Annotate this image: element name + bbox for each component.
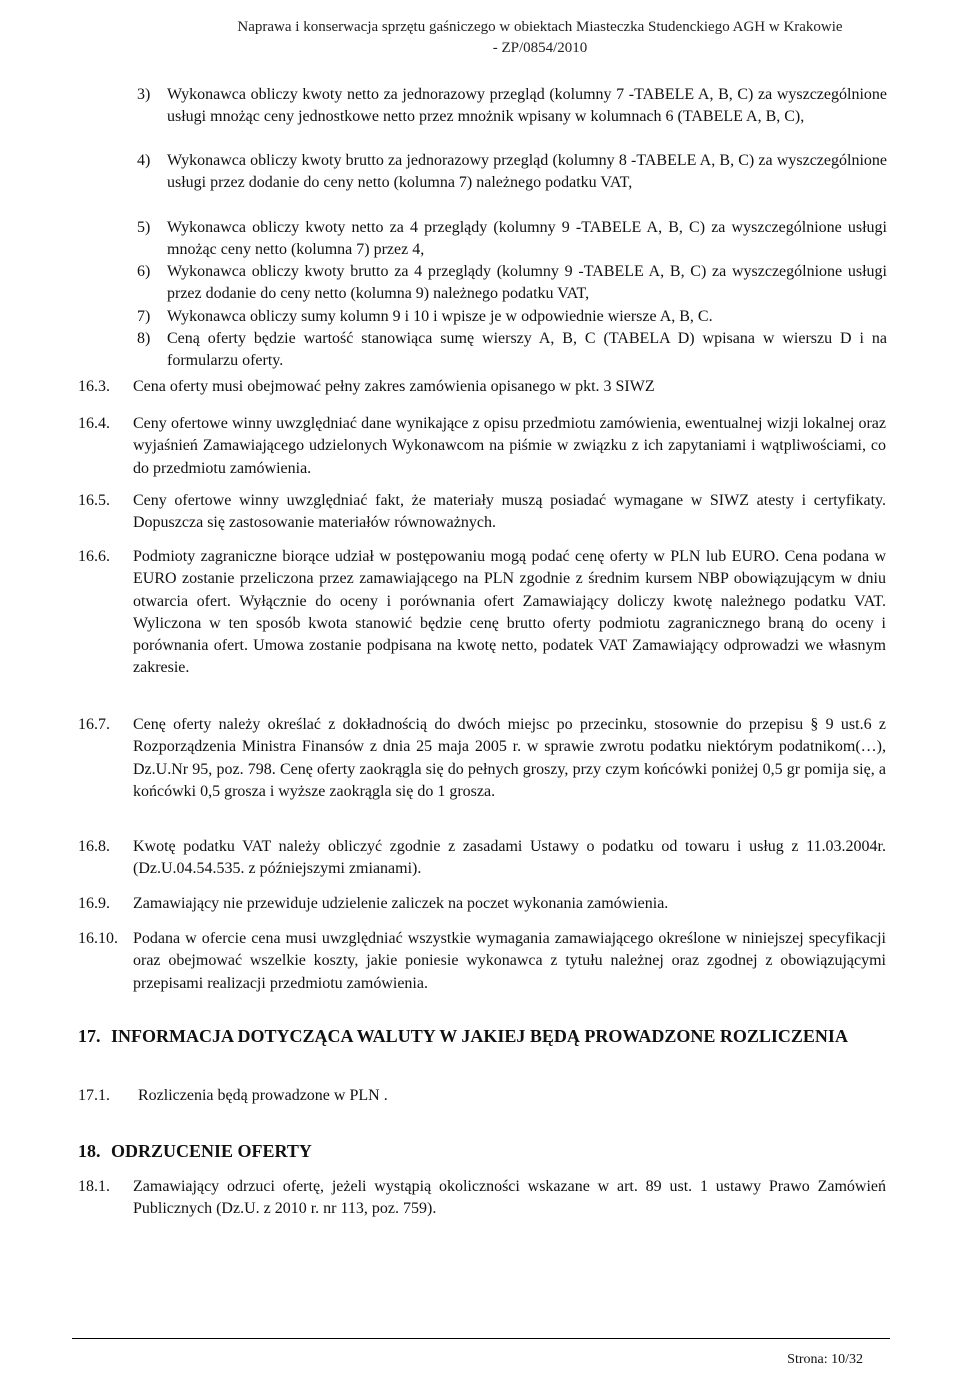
list-item: [137, 261, 887, 305]
section-title: INFORMACJA DOTYCZĄCA WALUTY W JAKIEJ BĘDĄ PROWADZONE ROZLICZENIA: [111, 1026, 848, 1046]
paragraph-number: 16.10.: [78, 930, 118, 947]
paragraph-number: 16.4.: [78, 415, 110, 432]
paragraph-number: 16.6.: [78, 548, 110, 565]
page-number: Strona: 10/32: [787, 1352, 863, 1367]
list-item-text: Wykonawca obliczy kwoty brutto za jednorazowy przegląd (kolumny 8 -TABELE A, B, C) za wyszczególnione usługi przez dodanie do ceny netto (kolumna 7) należnego podatku VAT,: [167, 152, 887, 192]
paragraph-17-1: [78, 1085, 886, 1107]
paragraph-text: Podmioty zagraniczne biorące udział w postępowaniu mogą podać cenę oferty w PLN lub EURO. Cena podana w EURO zostanie przeliczona przez zamawiającego na PLN zgodnie z średnim kursem NBP obowiązującym w dniu otwarcia ofert. Wyłącznie do oceny i porównania ofert Zamawiający doliczy kwotę należnego podatku VAT. Wyliczona w ten sposób kwota stanowić będzie cenę brutto oferty podmiotu zagranicznego braną do oceny i porównania ofert. Umowa zostanie podpisana na kwotę netto, podatek VAT Zamawiający odprowadzi we własnym zakresie.: [133, 548, 886, 677]
section-18-heading: [78, 1140, 886, 1163]
paragraph-18-1: [78, 1176, 886, 1221]
paragraph-16-5: [78, 490, 886, 535]
list-item-number: 6): [137, 263, 151, 280]
list-item-text: Wykonawca obliczy sumy kolumn 9 i 10 i wpisze je w odpowiednie wiersze A, B, C.: [167, 308, 713, 325]
paragraph-number: 16.3.: [78, 378, 110, 395]
list-item-number: 7): [137, 308, 151, 325]
section-title: ODRZUCENIE OFERTY: [111, 1141, 312, 1161]
footer-divider: [72, 1338, 890, 1339]
list-item-number: 3): [137, 86, 151, 103]
paragraph-number: 17.1.: [78, 1087, 110, 1104]
paragraph-text: Cenę oferty należy określać z dokładnością do dwóch miejsc po przecinku, stosownie do przepisu § 9 ust.6 z Rozporządzenia Ministra Finansów z dnia 25 maja 2005 r. w sprawie zwrotu podatku niektórym podatnikom(…), Dz.U.Nr 95, poz. 798. Cenę oferty zaokrągla się do pełnych groszy, przy czym końcówki poniżej 0,5 gr pomija się, a końcówki 0,5 grosza i wyższe zaokrągla się do 1 grosza.: [133, 716, 886, 800]
header-title: Naprawa i konserwacja sprzętu gaśniczego w obiektach Miasteczka Studenckiego AGH w Krakowie: [237, 19, 843, 35]
paragraph-16-6: [78, 546, 886, 680]
paragraph-text: Zamawiający odrzuci ofertę, jeżeli wystąpią okoliczności wskazane w art. 89 ust. 1 ustawy Prawo Zamówień Publicznych (Dz.U. z 2010 r. nr 113, poz. 759).: [133, 1178, 886, 1218]
paragraph-text: Ceny ofertowe winny uwzględniać fakt, że materiały muszą posiadać wymagane w SIWZ atesty i certyfikaty. Dopuszcza się zastosowanie materiałów równoważnych.: [133, 492, 886, 532]
list-item: [137, 306, 887, 328]
paragraph-text: Cena oferty musi obejmować pełny zakres zamówienia opisanego w pkt. 3 SIWZ: [133, 378, 655, 395]
paragraph-text: Podana w ofercie cena musi uwzględniać wszystkie wymagania zamawiającego określone w niniejszej specyfikacji oraz obejmować wszelkie koszty, jakie poniesie wykonawca z tytułu należnej oraz zgodnej z obowiązującymi przepisami realizacji przedmiotu zamówienia.: [133, 930, 886, 992]
paragraph-text: Rozliczenia będą prowadzone w PLN .: [138, 1087, 388, 1104]
list-item-text: Ceną oferty będzie wartość stanowiąca sumę wierszy A, B, C (TABELA D) wpisana w wierszu D i na formularzu oferty.: [167, 330, 887, 370]
paragraph-16-10: [78, 928, 886, 995]
paragraph-number: 16.7.: [78, 716, 110, 733]
section-17-heading: [78, 1025, 886, 1048]
section-number: 17.: [78, 1026, 101, 1046]
paragraph-16-3: [78, 376, 886, 398]
list-item-number: 8): [137, 330, 151, 347]
list-item-number: 4): [137, 152, 151, 169]
list-item: [137, 328, 887, 372]
section-number: 18.: [78, 1141, 101, 1161]
paragraph-text: Kwotę podatku VAT należy obliczyć zgodnie z zasadami Ustawy o podatku od towaru i usług z 11.03.2004r. (Dz.U.04.54.535. z późniejszymi zmianami).: [133, 838, 886, 878]
paragraph-16-8: [78, 836, 886, 881]
paragraph-number: 16.9.: [78, 895, 110, 912]
header-reference: - ZP/0854/2010: [492, 40, 588, 56]
paragraph-text: Ceny ofertowe winny uwzględniać dane wynikające z opisu przedmiotu zamówienia, ewentualnej wizji lokalnej oraz wyjaśnień Zamawiającego udzielonych Wykonawcom na piśmie w związku z ich zapytaniami i wątpliwościami, co do przedmiotu zamówienia.: [133, 415, 886, 477]
list-item: [137, 84, 887, 128]
paragraph-16-9: [78, 893, 886, 915]
paragraph-16-7: [78, 714, 886, 803]
paragraph-number: 16.8.: [78, 838, 110, 855]
list-item-text: Wykonawca obliczy kwoty brutto za 4 przeglądy (kolumny 9 -TABELE A, B, C) za wyszczególnione usługi przez dodanie do ceny netto (kolumna 9) należnego podatku VAT,: [167, 263, 887, 303]
list-item-text: Wykonawca obliczy kwoty netto za 4 przeglądy (kolumny 9 -TABELE A, B, C) za wyszczególnione usługi mnożąc ceny netto (kolumna 7) przez 4,: [167, 219, 887, 259]
list-item-number: 5): [137, 219, 151, 236]
list-item-text: Wykonawca obliczy kwoty netto za jednorazowy przegląd (kolumny 7 -TABELE A, B, C) za wyszczególnione usługi mnożąc ceny jednostkowe netto przez mnożnik wpisany w kolumnach 6 (TABELE A, B, C),: [167, 86, 887, 126]
paragraph-number: 16.5.: [78, 492, 110, 509]
paragraph-16-4: [78, 413, 886, 480]
list-item: [137, 150, 887, 194]
paragraph-number: 18.1.: [78, 1178, 110, 1195]
paragraph-text: Zamawiający nie przewiduje udzielenie zaliczek na poczet wykonania zamówienia.: [133, 895, 669, 912]
list-item: [137, 217, 887, 261]
